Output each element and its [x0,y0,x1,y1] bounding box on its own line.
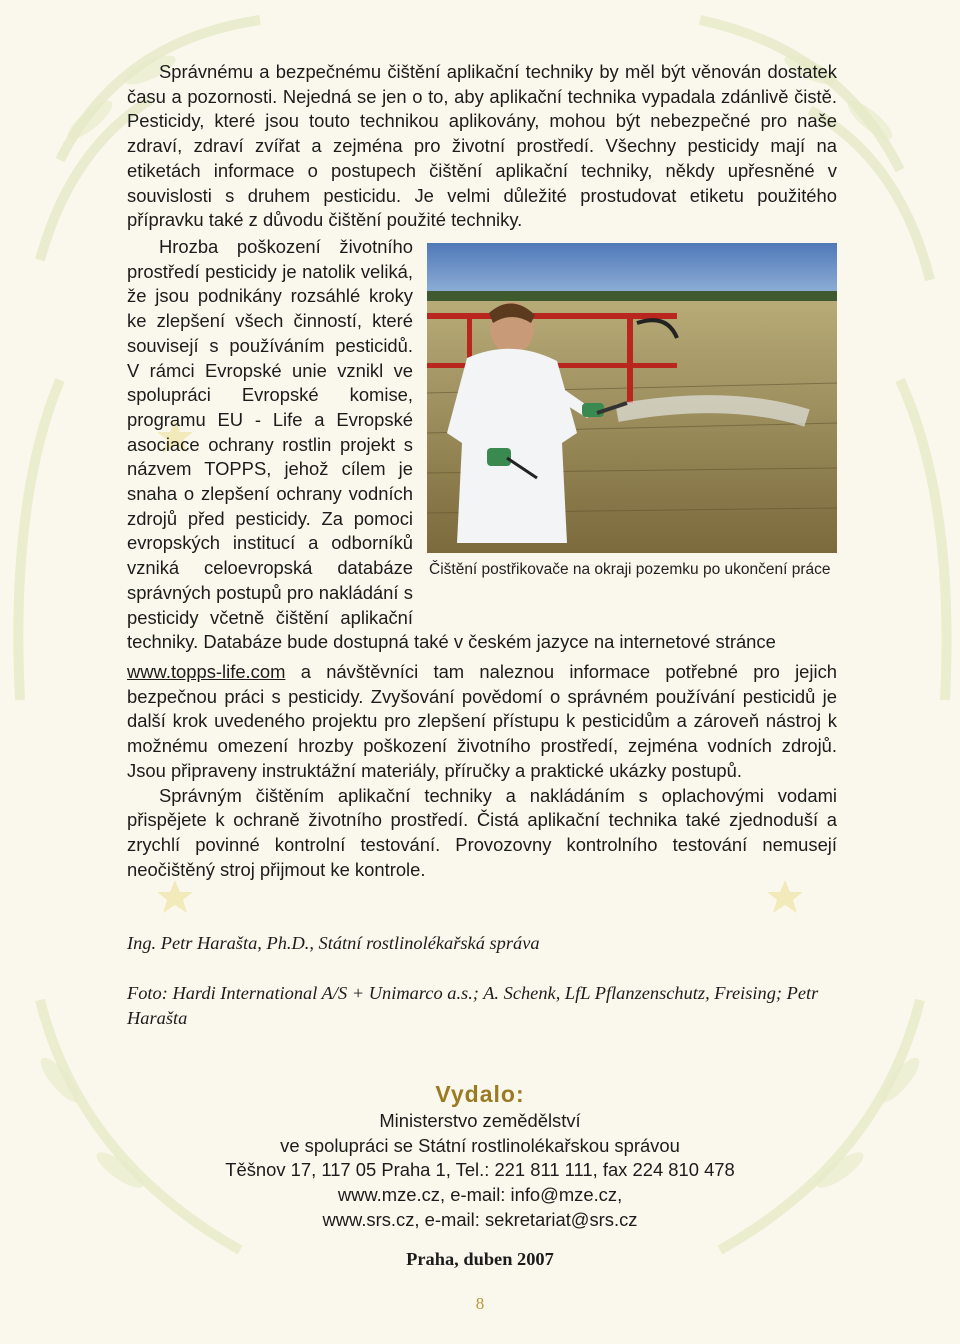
publisher-line-5: www.srs.cz, e-mail: sekretariat@srs.cz [322,1208,638,1230]
photo-caption: Čištění postřikovače na okraji pozemku po ukončení práce [429,561,831,578]
paragraph-4: Správným čištěním aplikační techniky a nakládáním s oplachovými vodami přispějete k ochraně životního prostředí. Čistá aplikační technika také zjednoduší a zrychlí povinné kontrolní testování. Provozovny kontrolního testování nemusejí neočištěný stroj přijmout ke kontrole. [127,784,837,880]
intro-section [127,60,837,233]
topps-link[interactable]: www.topps-life.com [127,661,286,682]
paragraph-3 [127,660,837,784]
publisher-line-3: Těšnov 17, 117 05 Praha 1, Tel.: 221 811 111, fax 224 810 478 [225,1159,735,1181]
photo-figure [427,243,837,611]
paragraph-3-text: a návštěvníci tam naleznou informace potřebné pro jejich bezpečnou práci s pesticidy. Zvyšování povědomí o správném používání pesticidů je další krok uvedeného projektu pro zlepšení přístupu k pesticidům a zároveň nástroj k možnému omezení hrozby poškození životního prostředí, zejména vodních zdrojů. Jsou připraveny instruktážní materiály, příručky a praktické ukázky postupů. [127,661,837,781]
publisher-line-4: www.mze.cz, e-mail: info@mze.cz, [337,1184,623,1206]
publisher-line-2: ve spolupráci se Státní rostlinolékařskou správou [280,1134,680,1156]
author-signature: Ing. Petr Harašta, Ph.D., Státní rostlinolékařská správa [127,933,540,953]
photo-credit: Foto: Hardi International A/S + Unimarco a.s.; A. Schenk, LfL Pflanzenschutz, Freising; Petr Harašta [127,983,819,1028]
mid-section [127,235,837,653]
publisher-line-1: Ministerstvo zemědělství [379,1109,581,1131]
publication-date: Praha, duben 2007 [406,1248,554,1269]
page-number: 8 [475,1294,485,1313]
paragraph-1: Správnému a bezpečnému čištění aplikační techniky by měl být věnován dostatek času a pozornosti. Nejedná se jen o to, aby aplikační technika vypadala zdánlivě čistě. Pesticidy, které jsou touto technikou aplikovány, mohou být nebezpečné pro naše zdraví, zdraví zvířat a zejména pro životní prostředí. Všechny pesticidy mají na etiketách informace o postupech čištění aplikační techniky, někdy upřesněné v souvislosti s druhem pesticidu. Je velmi důležité prostudovat etiketu použitého přípravku také z důvodu čištění použité techniky. [127,61,837,231]
sprayer-cleaning-photo [427,243,837,553]
publisher-heading: Vydalo: [435,1081,525,1107]
paragraph-2: Hrozba poškození životního prostředí pesticidy je natolik veliká, že jsou podnikány rozsáhlé kroky ke zlepšení všech činností, které souvisejí s používáním pesticidů. V rámci Evropské unie vznikl ve spolupráci Evropské komise, programu EU - Life a Evropské asociace ochrany rostlin projekt s názvem TOPPS, jehož cílem je snaha o zlepšení ochrany vodních zdrojů před pesticidy. Za pomoci evropských institucí a odborníků vzniká celoevropská databáze správných postupů pro nakládání s pesticidy včetně čištění aplikační techniky. Databáze bude dostupná také v českém jazyce na internetové stránce [127,236,776,653]
body-section [127,660,837,882]
publisher-block [0,1082,960,1272]
